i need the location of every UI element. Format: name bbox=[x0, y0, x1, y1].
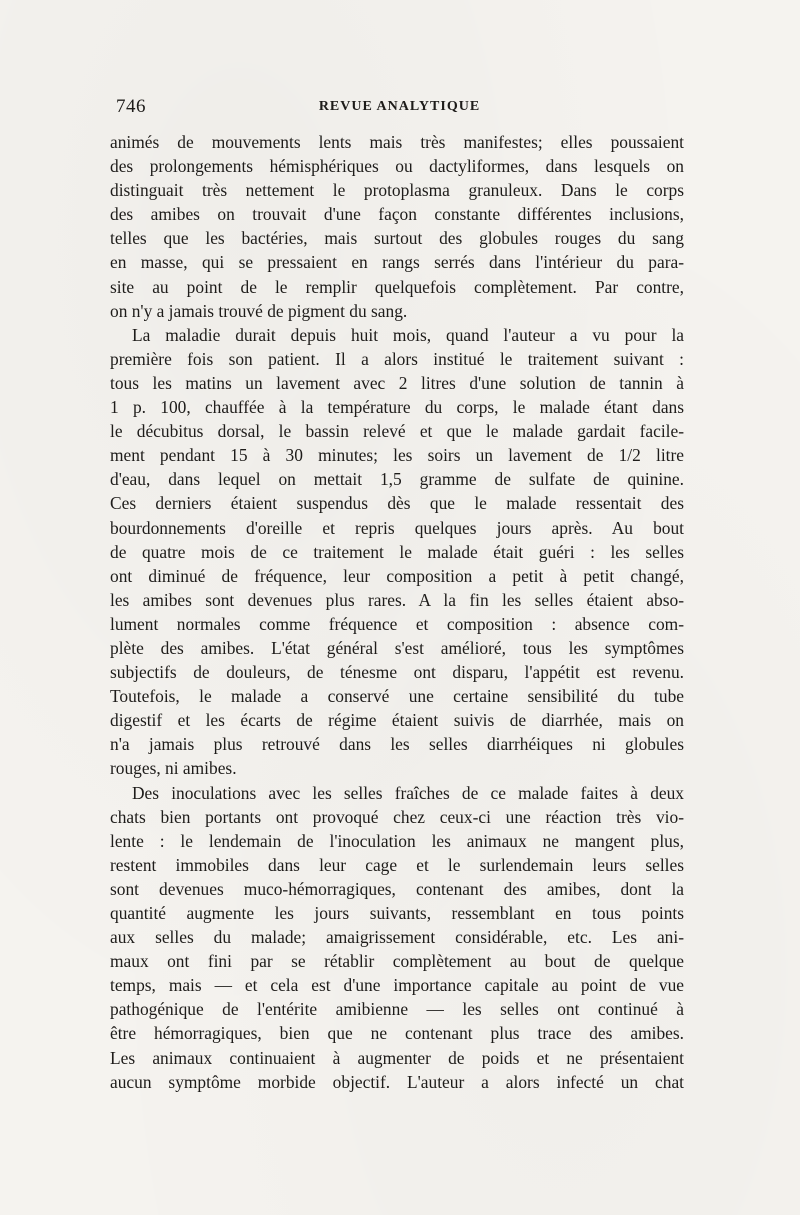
text-line: on n'y a jamais trouvé de pigment du sang. bbox=[110, 300, 408, 321]
text-line: quantité augmente les jours suivants, ressemblant en tous points bbox=[110, 903, 684, 923]
text-line: Des inoculations avec les selles fraîches de ce malade faites à deux bbox=[132, 782, 684, 803]
text-line: le décubitus dorsal, le bassin relevé et que le malade gardait facile- bbox=[110, 421, 684, 442]
text-line: Toutefois, le malade a conservé une certaine sensibilité du tube bbox=[110, 686, 684, 707]
page-number: 746 bbox=[116, 96, 146, 117]
text-line: ont diminué de fréquence, leur composition a petit à petit changé, bbox=[110, 565, 684, 586]
text-line: telles que les bactéries, mais surtout des globules rouges du sang bbox=[110, 228, 684, 249]
text-line: Les animaux continuaient à augmenter de poids et ne présentaient bbox=[110, 1047, 684, 1068]
text-line: des amibes on trouvait d'une façon constante différentes inclusions, bbox=[110, 204, 684, 225]
text-line: La maladie durait depuis huit mois, quand l'auteur a vu pour la bbox=[132, 324, 684, 345]
text-line: de quatre mois de ce traitement le malade était guéri : les selles bbox=[110, 541, 684, 562]
text-line: distinguait très nettement le protoplasma granuleux. Dans le corps bbox=[110, 180, 684, 201]
text-line: être hémorragiques, bien que ne contenant plus trace des amibes. bbox=[110, 1023, 684, 1044]
text-line: Ces derniers étaient suspendus dès que le malade ressentait des bbox=[110, 493, 684, 514]
text-line: aux selles du malade; amaigrissement considérable, etc. Les ani- bbox=[110, 927, 684, 948]
text-line: lente : le lendemain de l'inoculation les animaux ne mangent plus, bbox=[110, 830, 684, 851]
text-line: n'a jamais plus retrouvé dans les selles diarrhéiques ni globules bbox=[110, 734, 684, 755]
text-line: site au point de le remplir quelquefois complètement. Par contre, bbox=[110, 276, 684, 297]
text-line: temps, mais — et cela est d'une importance capitale au point de vue bbox=[110, 975, 684, 996]
body-text bbox=[110, 130, 684, 1094]
text-line: tous les matins un lavement avec 2 litres d'une solution de tannin à bbox=[110, 372, 684, 393]
text-line: pathogénique de l'entérite amibienne — les selles ont continué à bbox=[110, 999, 684, 1020]
text-line: maux ont fini par se rétablir complètement au bout de quelque bbox=[110, 951, 684, 972]
text-line: plète des amibes. L'état général s'est amélioré, tous les symptômes bbox=[110, 637, 684, 658]
text-line: lument normales comme fréquence et composition : absence com- bbox=[110, 613, 684, 634]
text-line: aucun symptôme morbide objectif. L'auteur a alors infecté un chat bbox=[110, 1071, 684, 1092]
text-line: digestif et les écarts de régime étaient suivis de diarrhée, mais on bbox=[110, 710, 684, 731]
text-line: animés de mouvements lents mais très manifestes; elles poussaient bbox=[110, 132, 684, 152]
text-line: restent immobiles dans leur cage et le surlendemain leurs selles bbox=[110, 854, 684, 875]
text-line: les amibes sont devenues plus rares. A la fin les selles étaient abso- bbox=[110, 589, 684, 610]
text-line: première fois son patient. Il a alors institué le traitement suivant : bbox=[110, 348, 684, 369]
text-line: d'eau, dans lequel on mettait 1,5 gramme de sulfate de quinine. bbox=[110, 469, 684, 490]
text-line: 1 p. 100, chauffée à la température du corps, le malade étant dans bbox=[110, 397, 684, 418]
running-title: REVUE ANALYTIQUE bbox=[318, 99, 481, 114]
text-line: rouges, ni amibes. bbox=[110, 758, 237, 779]
text-line: des prolongements hémisphériques ou dactyliformes, dans lesquels on bbox=[110, 156, 684, 177]
text-line: subjectifs de douleurs, de ténesme ont disparu, l'appétit est revenu. bbox=[110, 662, 684, 683]
text-line: ment pendant 15 à 30 minutes; les soirs un lavement de 1/2 litre bbox=[110, 445, 684, 466]
text-line: sont devenues muco-hémorragiques, contenant des amibes, dont la bbox=[110, 878, 684, 899]
text-line: bourdonnements d'oreille et repris quelques jours après. Au bout bbox=[110, 517, 684, 538]
page-header bbox=[116, 96, 683, 120]
text-line: chats bien portants ont provoqué chez ceux-ci une réaction très vio- bbox=[110, 806, 684, 827]
text-line: en masse, qui se pressaient en rangs serrés dans l'intérieur du para- bbox=[110, 252, 684, 273]
